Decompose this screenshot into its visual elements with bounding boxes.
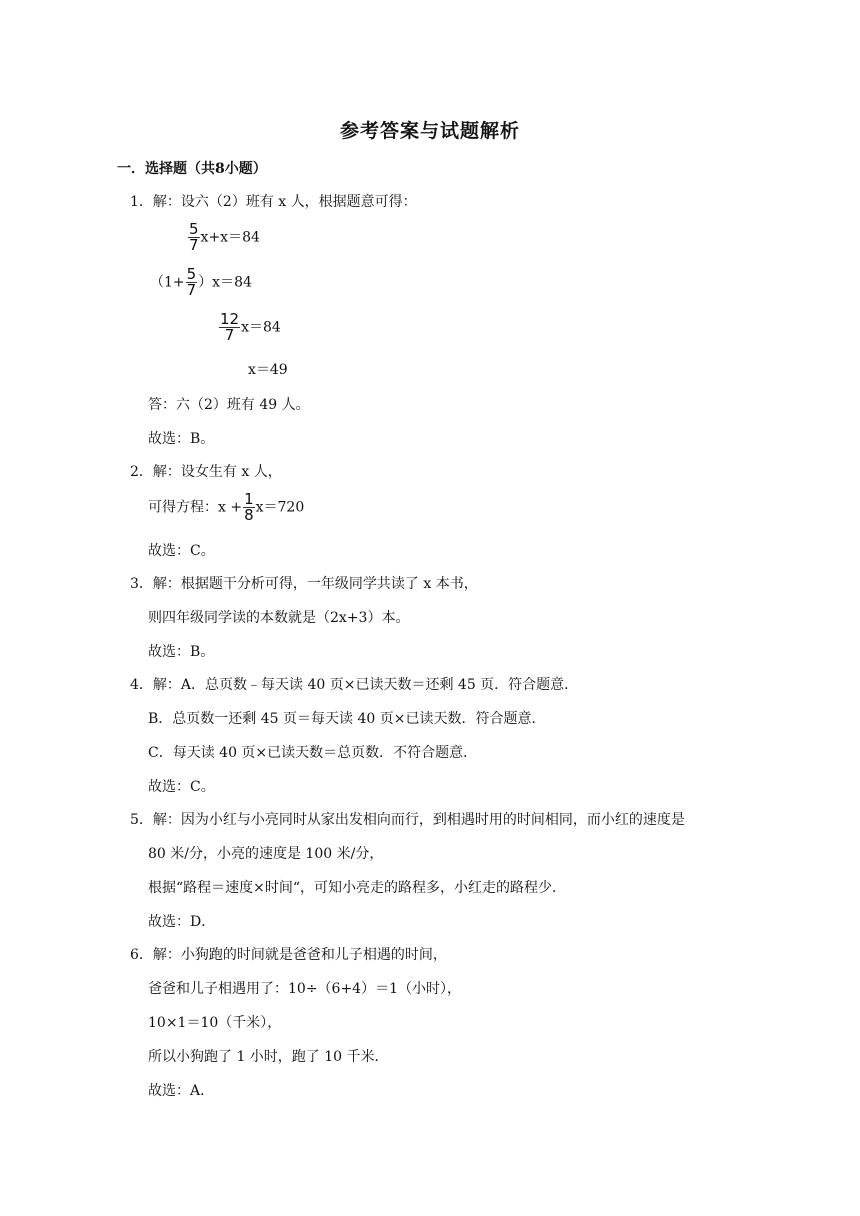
- q4-option-c: C．每天读 40 页×已读天数＝总页数．不符合题意．: [148, 745, 478, 761]
- q1-equation-1: $\frac{5}{7}$ x+x＝84: [189, 220, 260, 254]
- q1-choice: 故选：B。: [148, 431, 215, 447]
- q4-intro: 4．解：A．总页数﹣每天读 40 页×已读天数＝还剩 45 页．符合题意．: [130, 677, 579, 693]
- q1-equation-4: x＝49: [248, 362, 288, 378]
- fraction: $\frac{5}{7}$: [189, 220, 199, 254]
- q5-line-2: 80 米/分，小亮的速度是 100 米/分，: [148, 846, 384, 862]
- q6-line-4: 所以小狗跑了 1 小时，跑了 10 千米．: [148, 1049, 389, 1065]
- q3-choice: 故选：B。: [148, 644, 215, 660]
- section-heading: 一．选择题（共8小题）: [117, 161, 267, 177]
- q6-line-3: 10×1＝10（千米），: [148, 1015, 282, 1031]
- q1-answer: 答：六（2）班有 49 人。: [148, 397, 310, 413]
- q3-intro: 3．解：根据题干分析可得，一年级同学共读了 x 本书，: [130, 576, 478, 592]
- fraction: $\frac{12}{7}$: [220, 310, 240, 344]
- page-title: 参考答案与试题解析: [339, 120, 520, 142]
- q6-choice: 故选：A．: [148, 1083, 215, 1099]
- fraction: $\frac{1}{8}$: [244, 490, 254, 524]
- q3-line-2: 则四年级同学读的本数就是（2x+3）本。: [148, 610, 410, 626]
- q2-equation: 可得方程：x + $\frac{1}{8}$ x＝720: [148, 490, 305, 524]
- q1-intro: 1．解：设六（2）班有 x 人，根据题意可得：: [130, 194, 417, 210]
- q6-intro: 6．解：小狗跑的时间就是爸爸和儿子相遇的时间，: [130, 947, 447, 963]
- q2-choice: 故选：C。: [148, 543, 215, 559]
- q5-line-3: 根据“路程＝速度×时间“，可知小亮走的路程多，小红走的路程少．: [148, 880, 567, 896]
- q4-choice: 故选：C。: [148, 779, 215, 795]
- q1-equation-2: （1+ $\frac{5}{7}$ ）x＝84: [150, 265, 252, 299]
- q2-intro: 2．解：设女生有 x 人，: [130, 464, 282, 480]
- fraction: $\frac{5}{7}$: [186, 265, 197, 299]
- q5-intro: 5．解：因为小红与小亮同时从家出发相向而行，到相遇时用的时间相同，而小红的速度是: [130, 812, 685, 828]
- q1-equation-3: $\frac{12}{7}$ x＝84: [220, 310, 281, 344]
- q5-choice: 故选：D．: [148, 914, 216, 930]
- q6-line-2: 爸爸和儿子相遇用了：10÷（6+4）＝1（小时），: [148, 981, 461, 997]
- q4-option-b: B．总页数一还剩 45 页＝每天读 40 页×已读天数．符合题意．: [148, 711, 546, 727]
